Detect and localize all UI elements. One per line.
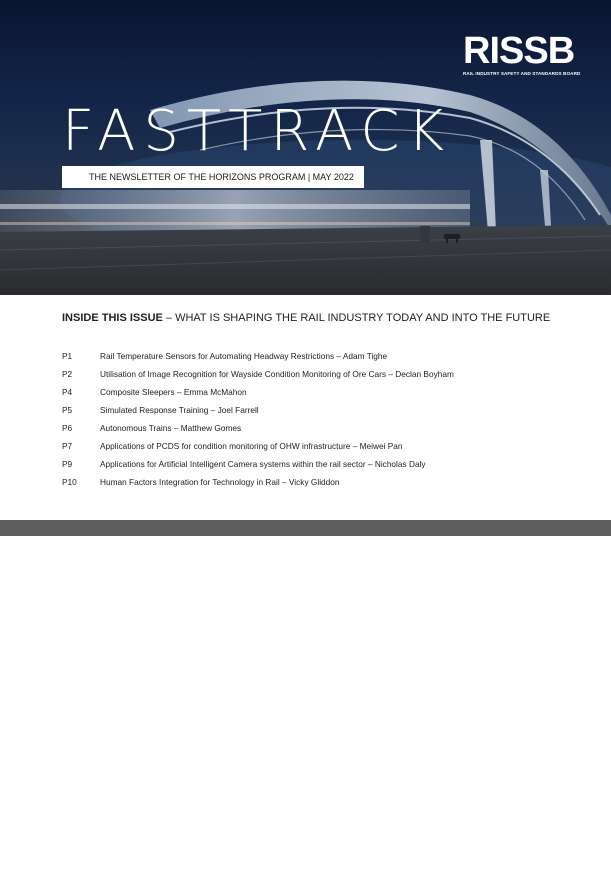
rissb-logo xyxy=(463,30,581,76)
contents-heading-subtitle: – WHAT IS SHAPING THE RAIL INDUSTRY TODAY AND INTO THE FUTURE xyxy=(162,312,551,324)
toc-item[interactable] xyxy=(62,437,582,455)
toc-page-number: P7 xyxy=(62,441,73,451)
newsletter-tagline: THE NEWSLETTER OF THE HORIZONS PROGRAM | MAY 2022 xyxy=(62,166,364,188)
toc-item[interactable] xyxy=(62,383,582,401)
toc-page-number: P5 xyxy=(62,405,73,415)
toc-item[interactable] xyxy=(62,347,582,365)
contents-heading-bold: INSIDE THIS ISSUE xyxy=(62,312,163,324)
toc-item[interactable] xyxy=(62,365,582,383)
cover-hero-image xyxy=(0,0,611,295)
toc-page-number: P6 xyxy=(62,423,73,433)
toc-article-title: Autonomous Trains – Matthew Gomes xyxy=(100,423,242,433)
toc-article-title: Simulated Response Training – Joel Farrell xyxy=(100,405,259,415)
toc-article-title: Human Factors Integration for Technology in Rail – Vicky Gliddon xyxy=(100,477,340,487)
toc-article-title: Applications of PCDS for condition monitoring of OHW infrastructure – Meiwei Pan xyxy=(100,441,403,451)
logo-subtitle: RAIL INDUSTRY SAFETY AND STANDARDS BOARD xyxy=(463,71,581,76)
footer-divider-bar xyxy=(0,520,611,536)
toc-item[interactable] xyxy=(62,455,582,473)
toc-article-title: Composite Sleepers – Emma McMahon xyxy=(100,387,247,397)
toc-article-title: Applications for Artificial Intelligent Camera systems within the rail sector – Nicholas Daly xyxy=(100,459,426,469)
toc-article-title: Rail Temperature Sensors for Automating Headway Restrictions – Adam Tighe xyxy=(100,351,388,361)
toc-item[interactable] xyxy=(62,419,582,437)
toc-page-number: P10 xyxy=(62,477,77,487)
toc-page-number: P1 xyxy=(62,351,73,361)
toc-article-title: Utilisation of Image Recognition for Wayside Condition Monitoring of Ore Cars – Declan Boyham xyxy=(100,369,454,379)
contents-heading xyxy=(62,312,582,324)
toc-page-number: P4 xyxy=(62,387,73,397)
toc-item[interactable] xyxy=(62,401,582,419)
toc-item[interactable] xyxy=(62,473,582,491)
newsletter-masthead: FASTTRACK xyxy=(62,99,453,164)
toc-page-number: P2 xyxy=(62,369,73,379)
toc-page-number: P9 xyxy=(62,459,73,469)
logo-wordmark: RISSB xyxy=(463,30,575,72)
table-of-contents xyxy=(62,312,582,491)
